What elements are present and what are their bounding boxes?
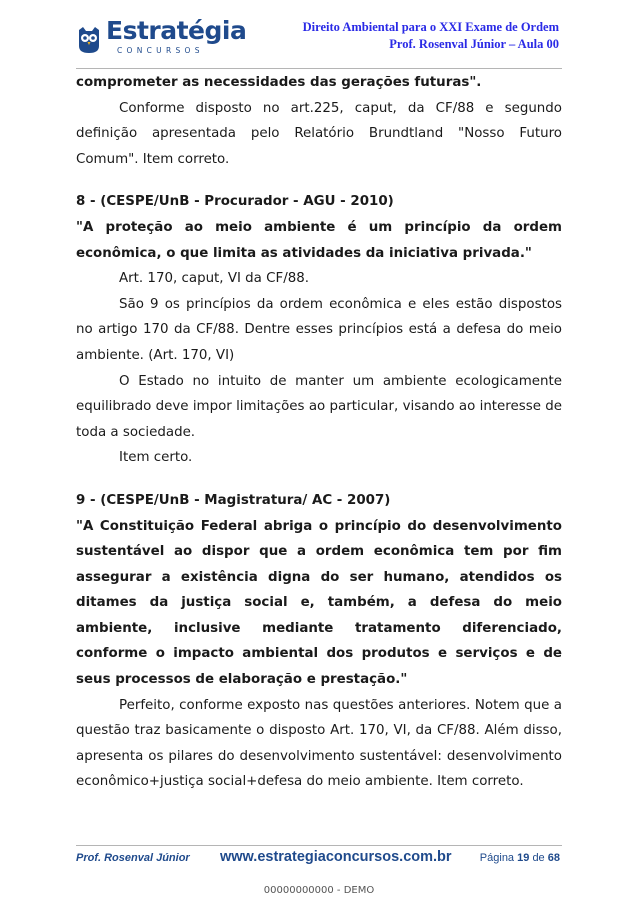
page-current: 19 xyxy=(517,852,530,864)
page-body xyxy=(76,70,562,795)
demo-watermark: 00000000000 - DEMO xyxy=(263,885,375,896)
spacer xyxy=(76,172,562,189)
question-8-answer-line-1: Art. 170, caput, VI da CF/88. xyxy=(119,271,310,287)
paragraph-answer-7: Conforme disposto no art.225, caput, da CF/88 e segundo definição apresentada pelo Relatório Brundtland "Nosso Futuro Comum". Item correto. xyxy=(76,100,562,167)
footer-website-link[interactable]: www.estrategiaconcursos.com.br xyxy=(220,849,452,865)
page-header xyxy=(0,0,638,62)
owl-logo-icon xyxy=(76,26,102,54)
page-number xyxy=(480,852,560,864)
question-8-verdict: Item certo. xyxy=(119,450,193,466)
spacer xyxy=(76,471,562,488)
paragraph-continuation: comprometer as necessidades das gerações futuras". xyxy=(76,75,482,90)
estrategia-logo xyxy=(76,16,247,64)
question-8-statement: "A proteção ao meio ambiente é um princípio da ordem econômica, o que limita as atividades da iniciativa privada." xyxy=(76,219,562,261)
question-8-heading: 8 - (CESPE/UnB - Procurador - AGU - 2010) xyxy=(76,194,394,210)
page-of: de xyxy=(532,852,545,864)
header-info xyxy=(303,19,559,53)
page-total: 68 xyxy=(547,852,560,864)
question-9-statement: "A Constituição Federal abriga o princípio do desenvolvimento sustentável ao dispor que a ordem econômica tem por fim assegurar a existência digna do ser humano, atendidos os ditames da justiça social e, também, a defesa do meio ambiente, inclusive mediante tratamento diferenciado, conforme o impacto ambiental dos produtos e serviços e de seus processos de elaboração e prestação." xyxy=(76,518,562,688)
question-9-heading: 9 - (CESPE/UnB - Magistratura/ AC - 2007) xyxy=(76,492,391,508)
question-8-answer-line-2: São 9 os princípios da ordem econômica e eles estão dispostos no artigo 170 da CF/88. Dentre esses princípios está a defesa do meio ambiente. (Art. 170, VI) xyxy=(76,296,562,363)
header-divider xyxy=(76,68,562,69)
header-author-line: Prof. Rosenval Júnior – Aula 00 xyxy=(389,37,559,51)
footer-author: Prof. Rosenval Júnior xyxy=(76,852,190,864)
course-title: Direito Ambiental para o XXI Exame de Ordem xyxy=(302,20,559,34)
logo-subtitle: CONCURSOS xyxy=(117,46,204,55)
page-prefix: Página xyxy=(479,852,515,864)
logo-wordmark: Estratégia xyxy=(106,16,247,45)
footer-divider xyxy=(76,845,562,846)
question-9-answer: Perfeito, conforme exposto nas questões anteriores. Notem que a questão traz basicamente o disposto Art. 170, VI, da CF/88. Além disso, apresenta os pilares do desenvolvimento sustentável: desenvolvimento econômico+justiça social+defesa do meio ambiente. Item correto. xyxy=(76,697,562,790)
question-8-answer-line-3: O Estado no intuito de manter um ambiente ecologicamente equilibrado deve impor limitações ao particular, visando ao interesse de toda a sociedade. xyxy=(76,373,562,440)
page-footer xyxy=(76,850,562,870)
